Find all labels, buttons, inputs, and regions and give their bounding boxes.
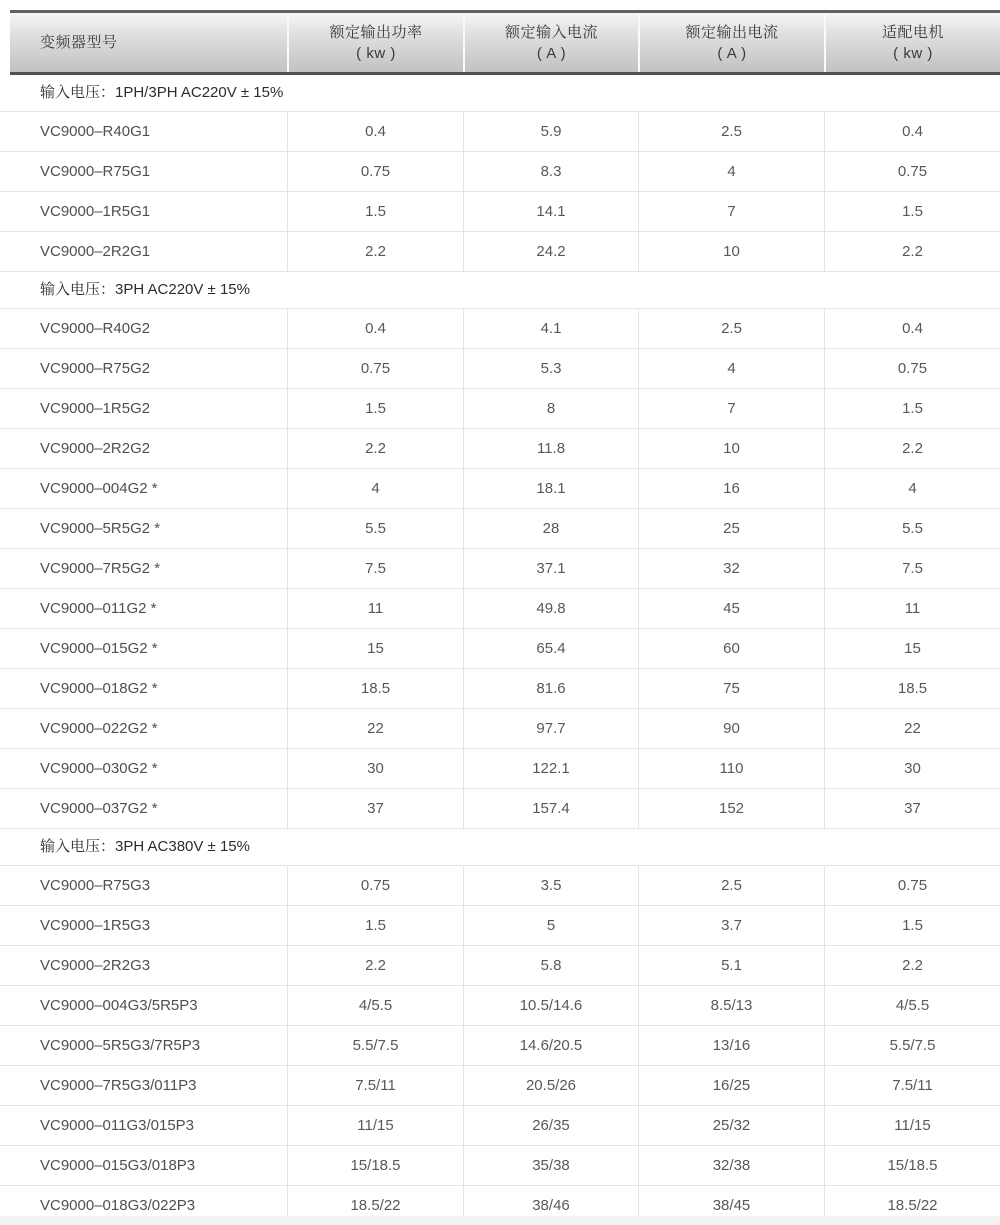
column-title: 适配电机 (881, 23, 944, 41)
model-cell: VC9000–2R2G3 (40, 957, 151, 974)
model-cell: VC9000–018G3/022P3 (40, 1197, 196, 1214)
value-cell: 2.2 (824, 946, 1000, 985)
value-cell: 22 (824, 709, 1000, 748)
value-cell: 110 (638, 749, 824, 788)
value-cell: 22 (287, 709, 463, 748)
value-cell: 0.75 (824, 866, 1000, 905)
value-cell: 4/5.5 (287, 986, 463, 1025)
model-cell: VC9000–037G2 * (40, 800, 158, 817)
table-row (0, 789, 1000, 829)
value-cell: 2.2 (824, 232, 1000, 271)
model-cell: VC9000–R75G1 (40, 163, 151, 180)
value-cell: 4 (638, 349, 824, 388)
value-cell: 2.5 (638, 112, 824, 151)
model-cell: VC9000–011G2 * (40, 600, 157, 617)
column-title: 额定输出功率 (329, 23, 423, 41)
value-cell: 37 (824, 789, 1000, 828)
value-cell: 38/46 (463, 1186, 638, 1225)
value-cell: 0.75 (287, 866, 463, 905)
value-cell: 5.5 (287, 509, 463, 548)
value-cell: 11 (287, 589, 463, 628)
column-title: 额定输出电流 (685, 23, 779, 41)
value-cell: 14.1 (463, 192, 638, 231)
column-unit: ( A ) (717, 44, 747, 62)
table-row (0, 509, 1000, 549)
value-cell: 157.4 (463, 789, 638, 828)
model-cell: VC9000–004G3/5R5P3 (40, 997, 198, 1014)
model-cell: VC9000–R75G2 (40, 360, 151, 377)
value-cell: 11 (824, 589, 1000, 628)
value-cell: 0.4 (824, 309, 1000, 348)
value-cell: 1.5 (287, 906, 463, 945)
value-cell: 11.8 (463, 429, 638, 468)
model-cell: VC9000–2R2G1 (40, 243, 151, 260)
value-cell: 122.1 (463, 749, 638, 788)
value-cell: 5.9 (463, 112, 638, 151)
value-cell: 16/25 (638, 1066, 824, 1105)
table-row (0, 389, 1000, 429)
model-cell: VC9000–R40G2 (40, 320, 151, 337)
value-cell: 152 (638, 789, 824, 828)
model-cell: VC9000–015G3/018P3 (40, 1157, 196, 1174)
model-cell: VC9000–2R2G2 (40, 440, 151, 457)
value-cell: 4 (287, 469, 463, 508)
model-cell: VC9000–1R5G2 (40, 400, 151, 417)
column-header-model (10, 13, 287, 72)
value-cell: 15/18.5 (824, 1146, 1000, 1185)
table-row (0, 906, 1000, 946)
value-cell: 10.5/14.6 (463, 986, 638, 1025)
table-row (0, 112, 1000, 152)
value-cell: 7.5/11 (824, 1066, 1000, 1105)
value-cell: 25/32 (638, 1106, 824, 1145)
table-row (0, 349, 1000, 389)
table-row (0, 986, 1000, 1026)
value-cell: 8.5/13 (638, 986, 824, 1025)
value-cell: 0.4 (287, 309, 463, 348)
table-row (0, 749, 1000, 789)
column-header-adapted-motor (824, 13, 1000, 72)
value-cell: 32 (638, 549, 824, 588)
model-cell: VC9000–5R5G3/7R5P3 (40, 1037, 201, 1054)
value-cell: 30 (287, 749, 463, 788)
model-cell: VC9000–7R5G3/011P3 (40, 1077, 197, 1094)
model-cell: VC9000–1R5G1 (40, 203, 151, 220)
value-cell: 18.5 (287, 669, 463, 708)
value-cell: 18.1 (463, 469, 638, 508)
value-cell: 8 (463, 389, 638, 428)
value-cell: 49.8 (463, 589, 638, 628)
table-row (0, 549, 1000, 589)
value-cell: 1.5 (824, 906, 1000, 945)
section-header: 输入电压：3PH AC380V ± 15% (0, 829, 1000, 866)
model-cell: VC9000–011G3/015P3 (40, 1117, 195, 1134)
table-row (0, 469, 1000, 509)
table-row (0, 589, 1000, 629)
value-cell: 11/15 (824, 1106, 1000, 1145)
value-cell: 37.1 (463, 549, 638, 588)
value-cell: 5.5/7.5 (287, 1026, 463, 1065)
value-cell: 10 (638, 429, 824, 468)
table-row (0, 1026, 1000, 1066)
value-cell: 5.1 (638, 946, 824, 985)
value-cell: 13/16 (638, 1026, 824, 1065)
column-unit: ( kw ) (893, 44, 933, 62)
value-cell: 24.2 (463, 232, 638, 271)
model-cell: VC9000–030G2 * (40, 760, 158, 777)
value-cell: 7 (638, 192, 824, 231)
value-cell: 0.4 (824, 112, 1000, 151)
value-cell: 2.2 (287, 946, 463, 985)
value-cell: 45 (638, 589, 824, 628)
value-cell: 16 (638, 469, 824, 508)
value-cell: 65.4 (463, 629, 638, 668)
value-cell: 4.1 (463, 309, 638, 348)
table-row (0, 1146, 1000, 1186)
value-cell: 11/15 (287, 1106, 463, 1145)
value-cell: 18.5/22 (287, 1186, 463, 1225)
value-cell: 3.7 (638, 906, 824, 945)
value-cell: 5.5/7.5 (824, 1026, 1000, 1065)
table-row (0, 629, 1000, 669)
table-row (0, 429, 1000, 469)
table-row (0, 946, 1000, 986)
model-cell: VC9000–R40G1 (40, 123, 151, 140)
value-cell: 90 (638, 709, 824, 748)
value-cell: 7.5 (824, 549, 1000, 588)
value-cell: 15 (824, 629, 1000, 668)
value-cell: 1.5 (824, 389, 1000, 428)
value-cell: 15 (287, 629, 463, 668)
table-row (0, 152, 1000, 192)
column-header-rated-input-current (463, 13, 638, 72)
model-cell: VC9000–7R5G2 * (40, 560, 161, 577)
value-cell: 25 (638, 509, 824, 548)
model-cell: VC9000–018G2 * (40, 680, 158, 697)
model-cell: VC9000–1R5G3 (40, 917, 151, 934)
value-cell: 0.75 (824, 349, 1000, 388)
table-body (0, 75, 1000, 1225)
value-cell: 28 (463, 509, 638, 548)
column-title: 额定输入电流 (504, 23, 598, 41)
bottom-strip (0, 1216, 1000, 1225)
table-row (0, 669, 1000, 709)
model-cell: VC9000–5R5G2 * (40, 520, 161, 537)
value-cell: 4 (824, 469, 1000, 508)
value-cell: 5.5 (824, 509, 1000, 548)
value-cell: 20.5/26 (463, 1066, 638, 1105)
column-title: 变频器型号 (40, 34, 118, 51)
model-cell: VC9000–004G2 * (40, 480, 158, 497)
value-cell: 0.75 (824, 152, 1000, 191)
value-cell: 8.3 (463, 152, 638, 191)
value-cell: 1.5 (287, 389, 463, 428)
value-cell: 0.75 (287, 152, 463, 191)
table-row (0, 232, 1000, 272)
table-row (0, 192, 1000, 232)
value-cell: 2.2 (287, 232, 463, 271)
value-cell: 0.4 (287, 112, 463, 151)
value-cell: 2.2 (824, 429, 1000, 468)
column-unit: ( kw ) (356, 44, 396, 62)
value-cell: 97.7 (463, 709, 638, 748)
value-cell: 60 (638, 629, 824, 668)
value-cell: 15/18.5 (287, 1146, 463, 1185)
section-header: 输入电压：1PH/3PH AC220V ± 15% (0, 75, 1000, 112)
value-cell: 81.6 (463, 669, 638, 708)
value-cell: 3.5 (463, 866, 638, 905)
table-row (0, 1066, 1000, 1106)
value-cell: 2.5 (638, 866, 824, 905)
table-row (0, 866, 1000, 906)
value-cell: 7 (638, 389, 824, 428)
value-cell: 4 (638, 152, 824, 191)
column-header-rated-output-current (638, 13, 824, 72)
value-cell: 5 (463, 906, 638, 945)
value-cell: 14.6/20.5 (463, 1026, 638, 1065)
table-row (0, 309, 1000, 349)
value-cell: 2.2 (287, 429, 463, 468)
value-cell: 18.5 (824, 669, 1000, 708)
model-cell: VC9000–R75G3 (40, 877, 151, 894)
table-row (0, 1106, 1000, 1146)
value-cell: 7.5 (287, 549, 463, 588)
value-cell: 10 (638, 232, 824, 271)
value-cell: 26/35 (463, 1106, 638, 1145)
value-cell: 7.5/11 (287, 1066, 463, 1105)
value-cell: 32/38 (638, 1146, 824, 1185)
value-cell: 4/5.5 (824, 986, 1000, 1025)
value-cell: 2.5 (638, 309, 824, 348)
value-cell: 18.5/22 (824, 1186, 1000, 1225)
value-cell: 38/45 (638, 1186, 824, 1225)
value-cell: 75 (638, 669, 824, 708)
value-cell: 5.3 (463, 349, 638, 388)
model-cell: VC9000–015G2 * (40, 640, 158, 657)
column-unit: ( A ) (536, 44, 567, 62)
section-header: 输入电压：3PH AC220V ± 15% (0, 272, 1000, 309)
value-cell: 0.75 (287, 349, 463, 388)
value-cell: 5.8 (463, 946, 638, 985)
value-cell: 1.5 (287, 192, 463, 231)
table-header (10, 10, 1000, 75)
value-cell: 1.5 (824, 192, 1000, 231)
value-cell: 30 (824, 749, 1000, 788)
value-cell: 35/38 (463, 1146, 638, 1185)
column-header-rated-output-power (287, 13, 463, 72)
value-cell: 37 (287, 789, 463, 828)
model-cell: VC9000–022G2 * (40, 720, 158, 737)
table-row (0, 709, 1000, 749)
